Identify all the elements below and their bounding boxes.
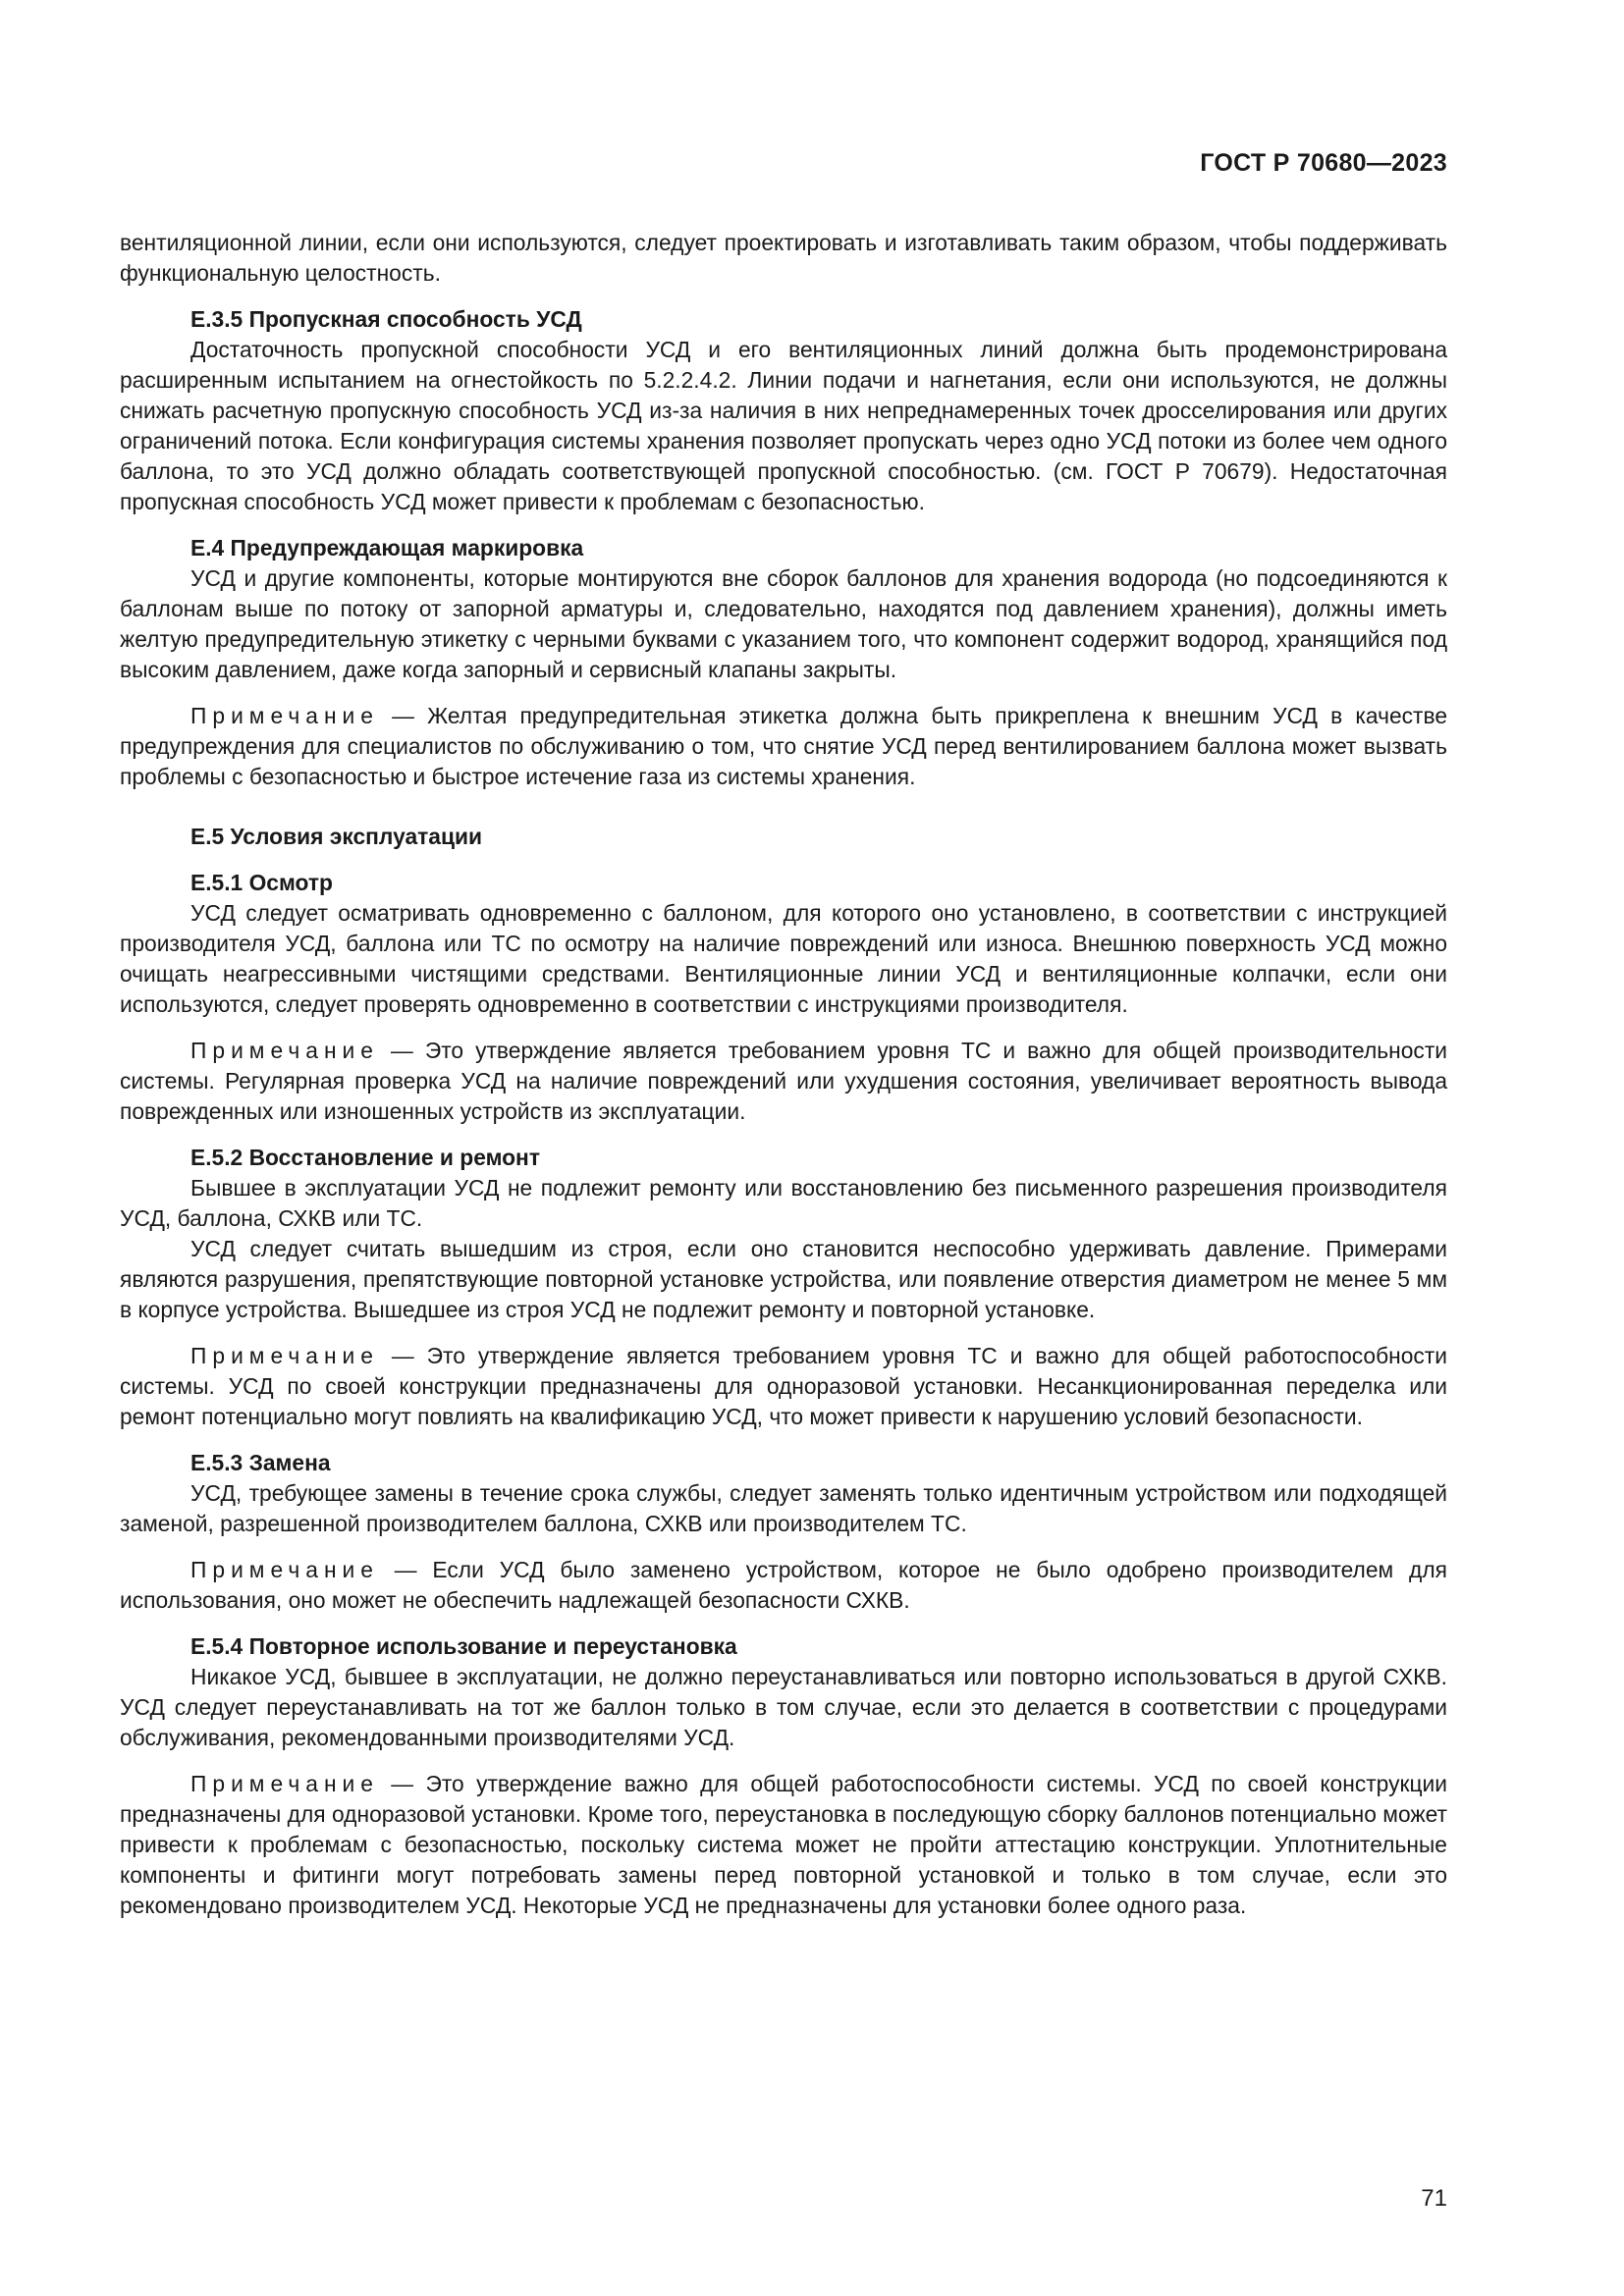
note-text: — Это утверждение является требованием уровня ТС и важно для общей производительности системы. Регулярная проверка УСД на наличие повреждений или ухудшения состояния, увеличивает вероятность вывода поврежденных или изношенных устройств из эксплуатации. [120,1038,1447,1124]
paragraph-e4: УСД и другие компоненты, которые монтируются вне сборок баллонов для хранения водорода (но подсоединяются к баллонам выше по потоку от запорной арматуры и, следовательно, находятся под давлением хранения), должны иметь желтую предупредительную этикетку с черными буквами с указанием того, что компонент содержит водород, хранящийся под высоким давлением, даже когда запорный и сервисный клапаны закрыты. [120,565,1447,682]
note-text: — Это утверждение важно для общей работоспособности системы. УСД по своей конструкции предназначены для одноразовой установки. Кроме того, переустановка в последующую сборку баллонов потенциально может привести к проблемам с безопасностью, поскольку система может не пройти аттестацию конструкции. Уплотнительные компоненты и фитинги могут потребовать замены перед повторной установкой и только в том случае, если это рекомендовано производителем УСД. Некоторые УСД не предназначены для установки более одного раза. [120,1771,1447,1918]
heading-e51: Е.5.1 Осмотр [190,870,333,895]
note-text: — Это утверждение является требованием уровня ТС и важно для общей работоспособности системы. УСД по своей конструкции предназначены для одноразовой установки. Несанкционированная переделка или ремонт потенциально могут повлиять на квалификацию УСД, что может привести к нарушению условий безопасности. [120,1343,1447,1429]
note-label: Примечание [190,1038,379,1063]
heading-e52: Е.5.2 Восстановление и ремонт [190,1145,540,1170]
standard-id-header: ГОСТ Р 70680—2023 [1200,149,1447,177]
paragraph-e54: Никакое УСД, бывшее в эксплуатации, не должно переустанавливаться или повторно использоваться в другой СХКВ. УСД следует переустанавливать на тот же баллон только в том случае, если это делается в соответствии с процедурами обслуживания, рекомендованными производителями УСД. [120,1664,1447,1750]
heading-e4: Е.4 Предупреждающая маркировка [190,535,584,561]
heading-e5: Е.5 Условия эксплуатации [190,824,483,849]
document-page [120,0,1447,2296]
paragraph-e52a: Бывшее в эксплуатации УСД не подлежит ремонту или восстановлению без письменного разрешения производителя УСД, баллона, СХКВ или ТС. [120,1175,1447,1231]
note-e53 [120,1555,1447,1616]
heading-e54: Е.5.4 Повторное использование и переустановка [190,1633,737,1659]
paragraph-continued: вентиляционной линии, если они используются, следует проектировать и изготавливать таким образом, чтобы поддерживать функциональную целостность. [120,230,1447,286]
note-e51 [120,1036,1447,1127]
heading-e35: Е.3.5 Пропускная способность УСД [190,306,582,332]
note-e54 [120,1769,1447,1921]
document-body [120,228,1447,1921]
note-label: Примечание [190,1771,379,1796]
paragraph-e35: Достаточность пропускной способности УСД и его вентиляционных линий должна быть продемонстрирована расширенным испытанием на огнестойкость по 5.2.2.4.2. Линии подачи и нагнетания, если они используются, не должны снижать расчетную пропускную способность УСД из-за наличия в них непреднамеренных точек дросселирования или других ограничений потока. Если конфигурация системы хранения позволяет пропускать через одно УСД потоки из более чем одного баллона, то это УСД должно обладать соответствующей пропускной способностью. (см. ГОСТ Р 70679). Недостаточная пропускная способность УСД может привести к проблемам с безопасностью. [120,337,1447,514]
page-number: 71 [1421,2185,1447,2212]
paragraph-e51: УСД следует осматривать одновременно с баллоном, для которого оно установлено, в соответствии с инструкцией производителя УСД, баллона или ТС по осмотру на наличие повреждений или износа. Внешнюю поверхность УСД можно очищать неагрессивными чистящими средствами. Вентиляционные линии УСД и вентиляционные колпачки, если они используются, следует проверять одновременно в соответствии с инструкциями производителя. [120,900,1447,1017]
note-text: — Если УСД было заменено устройством, которое не было одобрено производителем для использования, оно может не обеспечить надлежащей безопасности СХКВ. [120,1557,1447,1613]
note-e4 [120,701,1447,792]
note-label: Примечание [190,1557,379,1582]
note-label: Примечание [190,1343,379,1368]
note-e52 [120,1341,1447,1432]
heading-e53: Е.5.3 Замена [190,1450,331,1475]
paragraph-e52b: УСД следует считать вышедшим из строя, если оно становится неспособно удерживать давление. Примерами являются разрушения, препятствующие повторной установке устройства, или появление отверстия диаметром не менее 5 мм в корпусе устройства. Вышедшее из строя УСД не подлежит ремонту и повторной установке. [120,1236,1447,1322]
note-label: Примечание [190,703,379,728]
paragraph-e53: УСД, требующее замены в течение срока службы, следует заменять только идентичным устройством или подходящей заменой, разрешенной производителем баллона, СХКВ или производителем ТС. [120,1480,1447,1536]
note-text: — Желтая предупредительная этикетка должна быть прикреплена к внешним УСД в качестве предупреждения для специалистов по обслуживанию о том, что снятие УСД перед вентилированием баллона может вызвать проблемы с безопасностью и быстрое истечение газа из системы хранения. [120,703,1447,789]
